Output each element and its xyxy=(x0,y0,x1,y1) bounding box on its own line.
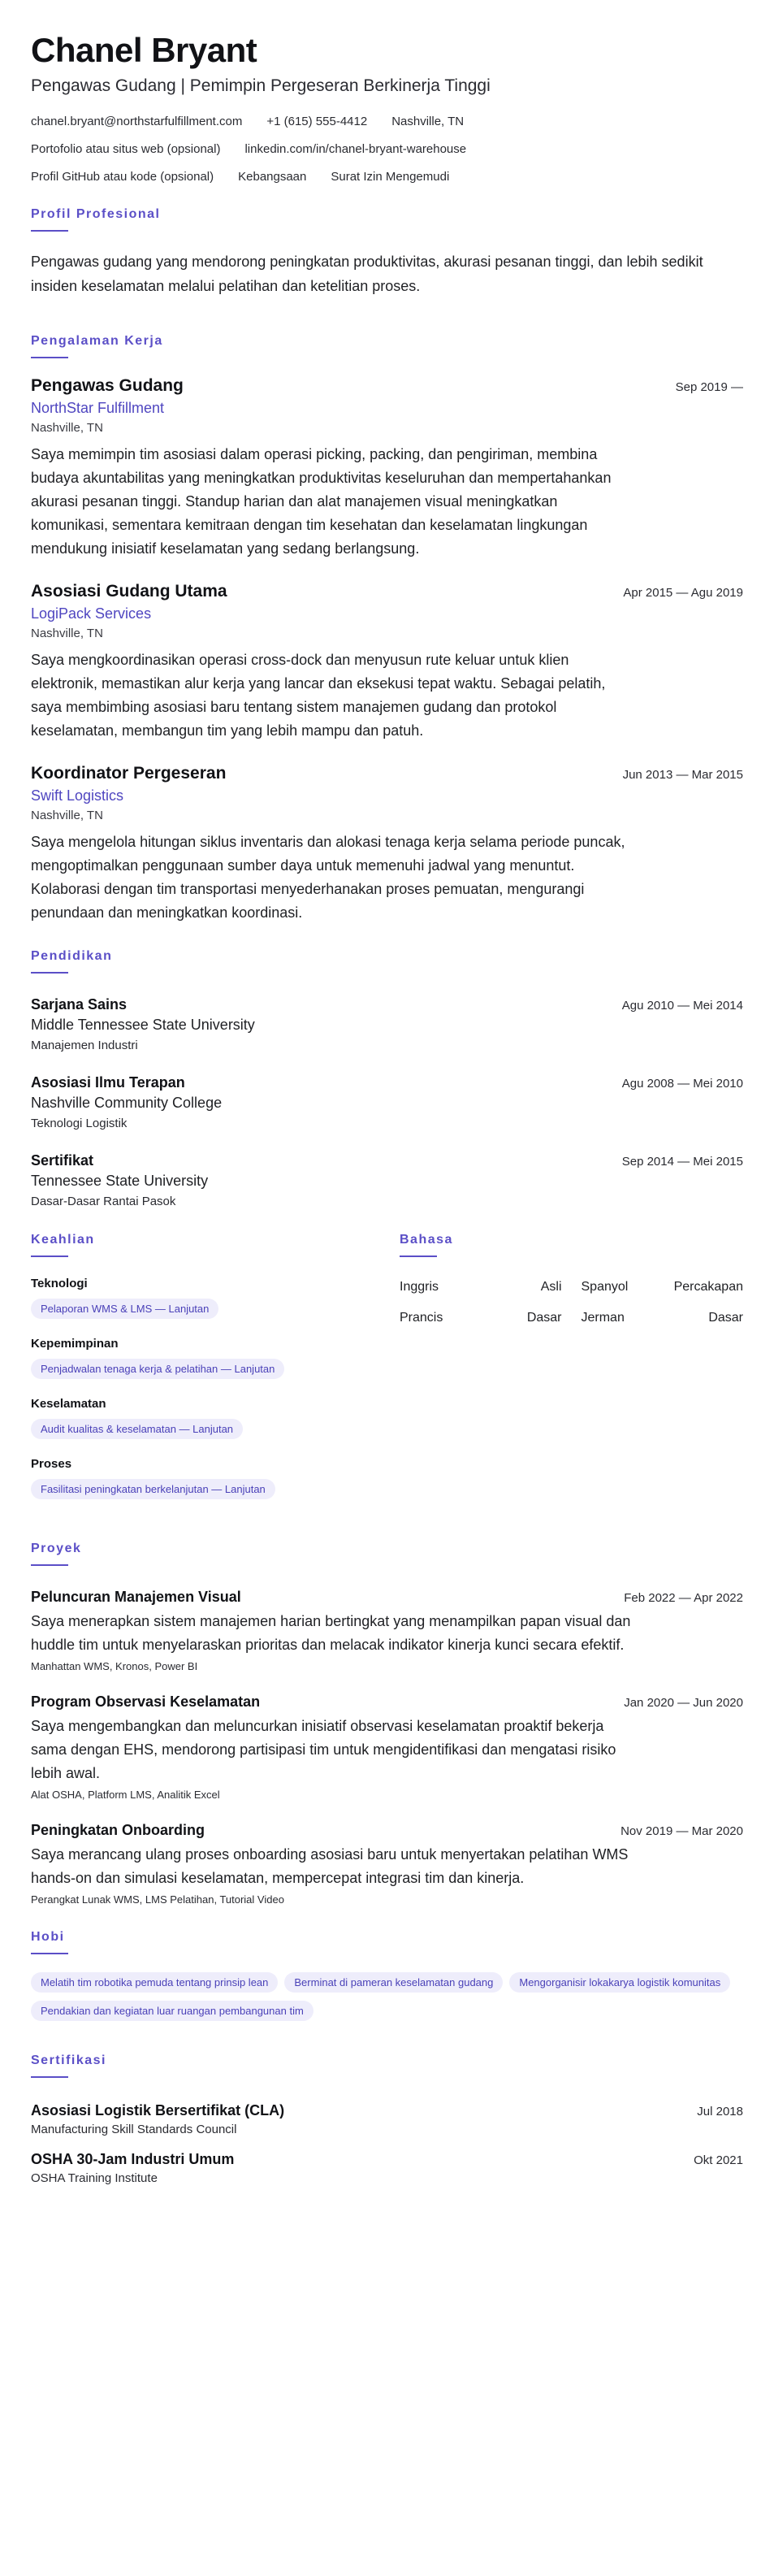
certification-date: Jul 2018 xyxy=(697,2105,743,2118)
contact-license: Surat Izin Mengemudi xyxy=(331,170,450,184)
language-item xyxy=(400,1280,562,1295)
language-level: Dasar xyxy=(708,1311,743,1325)
skill-group xyxy=(31,1277,400,1319)
job-description: Saya memimpin tim asosiasi dalam operasi picking, packing, dan pengiriman, membina budaya akuntabilitas yang meningkatkan produktivitas keseluruhan dan mempertahankan akurasi pesanan tinggi. Standup harian dan alat manajemen visual meningkatkan komunikasi, sementara kemitraan dengan tim kesehatan dan keselamatan lingkungan mendukung inisiatif keselamatan yang sedang berlangsung. xyxy=(31,446,612,557)
skill-group xyxy=(31,1397,400,1439)
school-name: Tennessee State University xyxy=(31,1173,209,1189)
hobby-list xyxy=(31,1964,743,2021)
project-description: Saya menerapkan sistem manajemen harian bertingkat yang menampilkan papan visual dan huddle tim untuk menyelaraskan prioritas dan melacak indikator kinerja kunci secara efektif. xyxy=(31,1613,631,1653)
skill-category: Teknologi xyxy=(31,1277,88,1290)
skill-chip: Audit kualitas & keselamatan — Lanjutan xyxy=(31,1419,243,1439)
job-location: Nashville, TN xyxy=(31,809,103,822)
degree-name: Sarjana Sains xyxy=(31,996,128,1013)
language-name: Prancis xyxy=(400,1311,443,1325)
education-entry xyxy=(31,1152,743,1208)
project-tech: Alat OSHA, Platform LMS, Analitik Excel xyxy=(31,1789,220,1801)
project-entry xyxy=(31,1589,743,1672)
skills-section xyxy=(31,1233,400,1517)
education-date: Agu 2010 — Mei 2014 xyxy=(621,999,743,1013)
language-level: Dasar xyxy=(526,1311,562,1325)
experience-section xyxy=(31,334,743,925)
project-tech: Perangkat Lunak WMS, LMS Pelatihan, Tutorial Video xyxy=(31,1893,284,1906)
certifications-section xyxy=(31,2053,743,2185)
job-location: Nashville, TN xyxy=(31,421,103,435)
language-level: Percakapan xyxy=(673,1280,743,1294)
certification-entry xyxy=(31,2151,743,2185)
hobbies-section xyxy=(31,1930,743,2021)
company-name: LogiPack Services xyxy=(31,605,152,622)
skill-group xyxy=(31,1337,400,1379)
hobby-chip: Melatih tim robotika pemuda tentang prinsip lean xyxy=(31,1972,278,1993)
skill-chip: Penjadwalan tenaga kerja & pelatihan — Lanjutan xyxy=(31,1359,284,1379)
job-location: Nashville, TN xyxy=(31,627,103,640)
project-name: Peluncuran Manajemen Visual xyxy=(31,1589,241,1605)
language-level: Asli xyxy=(540,1280,562,1294)
certification-name: OSHA 30-Jam Industri Umum xyxy=(31,2151,235,2167)
job-date: Apr 2015 — Agu 2019 xyxy=(623,586,743,600)
profile-summary: Pengawas gudang yang mendorong peningkatan produktivitas, akurasi pesanan tinggi, dan lebih sedikit insiden keselamatan melalui pelatihan dan ketelitian proses. xyxy=(31,254,703,294)
project-description: Saya mengembangkan dan meluncurkan inisiatif observasi keselamatan proaktif bekerja sama dengan EHS, mendorong partisipasi tim untuk mengidentifikasi dan mengatasi risiko lebih awal. xyxy=(31,1718,616,1781)
project-date: Feb 2022 — Apr 2022 xyxy=(624,1591,743,1605)
contact-email[interactable]: chanel.bryant@northstarfulfillment.com xyxy=(31,115,243,128)
section-title: Bahasa xyxy=(400,1233,453,1247)
project-entry xyxy=(31,1693,743,1801)
skill-chip: Pelaporan WMS & LMS — Lanjutan xyxy=(31,1299,218,1319)
language-item xyxy=(400,1311,562,1325)
section-title: Hobi xyxy=(31,1930,65,1944)
language-item xyxy=(582,1280,744,1295)
experience-entry xyxy=(31,376,743,561)
certification-entry xyxy=(31,2102,743,2136)
job-date: Jun 2013 — Mar 2015 xyxy=(622,768,743,782)
project-entry xyxy=(31,1822,743,1906)
section-divider xyxy=(400,1255,437,1257)
job-title: Asosiasi Gudang Utama xyxy=(31,582,227,601)
skill-category: Keselamatan xyxy=(31,1397,106,1411)
hobby-chip: Mengorganisir lokakarya logistik komunitas xyxy=(509,1972,730,1993)
contact-linkedin[interactable]: linkedin.com/in/chanel-bryant-warehouse xyxy=(244,142,467,156)
projects-section xyxy=(31,1542,743,1906)
section-title: Proyek xyxy=(31,1542,82,1555)
field-of-study: Dasar-Dasar Rantai Pasok xyxy=(31,1195,176,1208)
language-name: Spanyol xyxy=(581,1280,629,1294)
education-entry xyxy=(31,1074,743,1130)
education-date: Sep 2014 — Mei 2015 xyxy=(621,1155,743,1169)
job-description: Saya mengkoordinasikan operasi cross-dock dan menyusun rute keluar untuk klien elektronik, memastikan alur kerja yang lancar dan eksekusi tepat waktu. Sebagai pelatih, saya membimbing asosiasi baru tentang sistem manajemen gudang dan protokol keselamatan, membangun tim yang lebih mampu dan patuh. xyxy=(31,652,606,739)
school-name: Middle Tennessee State University xyxy=(31,1017,255,1033)
contact-portfolio[interactable]: Portofolio atau situs web (opsional) xyxy=(31,142,221,156)
section-title: Sertifikasi xyxy=(31,2053,106,2067)
candidate-headline: Pengawas Gudang | Pemimpin Pergeseran Berkinerja Tinggi xyxy=(31,76,491,95)
certification-issuer: OSHA Training Institute xyxy=(31,2171,158,2185)
project-date: Nov 2019 — Mar 2020 xyxy=(620,1824,743,1838)
degree-name: Sertifikat xyxy=(31,1152,94,1169)
section-divider xyxy=(31,357,68,358)
language-item xyxy=(582,1311,744,1325)
skill-group xyxy=(31,1457,400,1499)
project-name: Peningkatan Onboarding xyxy=(31,1822,205,1838)
section-title: Pengalaman Kerja xyxy=(31,334,163,348)
profile-section xyxy=(31,207,743,298)
degree-name: Asosiasi Ilmu Terapan xyxy=(31,1074,185,1091)
job-description: Saya mengelola hitungan siklus inventaris dan alokasi tenaga kerja selama periode puncak, mengoptimalkan penggunaan sumber daya untuk memenuhi jadwal yang menuntut. Kolaborasi dengan tim transportasi menyederhanakan proses pemuatan, mengurangi penundaan dan meningkatkan koordinasi. xyxy=(31,834,625,921)
company-name: Swift Logistics xyxy=(31,787,124,804)
certification-name: Asosiasi Logistik Bersertifikat (CLA) xyxy=(31,2102,285,2118)
project-date: Jan 2020 — Jun 2020 xyxy=(624,1696,743,1710)
project-name: Program Observasi Keselamatan xyxy=(31,1693,261,1710)
experience-entry xyxy=(31,582,743,743)
language-list xyxy=(400,1280,743,1325)
section-divider xyxy=(31,1953,68,1954)
section-title: Profil Profesional xyxy=(31,207,161,221)
education-date: Agu 2008 — Mei 2010 xyxy=(621,1077,743,1091)
job-title: Pengawas Gudang xyxy=(31,376,184,395)
certification-issuer: Manufacturing Skill Standards Council xyxy=(31,2123,237,2136)
skill-category: Proses xyxy=(31,1457,72,1471)
hobby-chip: Pendakian dan kegiatan luar ruangan pembangunan tim xyxy=(31,2001,313,2021)
skills-languages-row xyxy=(31,1233,743,1517)
job-title: Koordinator Pergeseran xyxy=(31,764,227,783)
language-name: Jerman xyxy=(581,1311,625,1325)
job-date: Sep 2019 — xyxy=(675,380,743,394)
project-tech: Manhattan WMS, Kronos, Power BI xyxy=(31,1660,198,1672)
experience-entry xyxy=(31,764,743,925)
contact-location: Nashville, TN xyxy=(391,115,465,128)
candidate-name: Chanel Bryant xyxy=(31,31,257,69)
skill-chip: Fasilitasi peningkatan berkelanjutan — Lanjutan xyxy=(31,1479,275,1499)
section-title: Keahlian xyxy=(31,1233,95,1247)
contact-nationality: Kebangsaan xyxy=(238,170,307,184)
contact-github[interactable]: Profil GitHub atau kode (opsional) xyxy=(31,170,214,184)
project-description: Saya merancang ulang proses onboarding asosiasi baru untuk menyertakan pelatihan WMS hands-on dan simulasi keselamatan, mempercepat integrasi tim dan kinerja. xyxy=(31,1846,629,1886)
contact-phone[interactable]: +1 (615) 555-4412 xyxy=(266,115,368,128)
education-entry xyxy=(31,996,743,1052)
section-divider xyxy=(31,1255,68,1257)
resume-header xyxy=(31,29,743,184)
contact-info xyxy=(31,114,743,184)
skill-category: Kepemimpinan xyxy=(31,1337,119,1351)
certification-date: Okt 2021 xyxy=(694,2153,743,2167)
section-title: Pendidikan xyxy=(31,949,113,963)
school-name: Nashville Community College xyxy=(31,1095,223,1111)
language-name: Inggris xyxy=(400,1280,439,1294)
section-divider xyxy=(31,230,68,232)
section-divider xyxy=(31,2076,68,2078)
section-divider xyxy=(31,972,68,974)
languages-section xyxy=(400,1233,743,1517)
hobby-chip: Berminat di pameran keselamatan gudang xyxy=(284,1972,503,1993)
field-of-study: Teknologi Logistik xyxy=(31,1117,128,1130)
company-name: NorthStar Fulfillment xyxy=(31,400,165,416)
education-section xyxy=(31,949,743,1208)
field-of-study: Manajemen Industri xyxy=(31,1039,138,1052)
section-divider xyxy=(31,1564,68,1566)
